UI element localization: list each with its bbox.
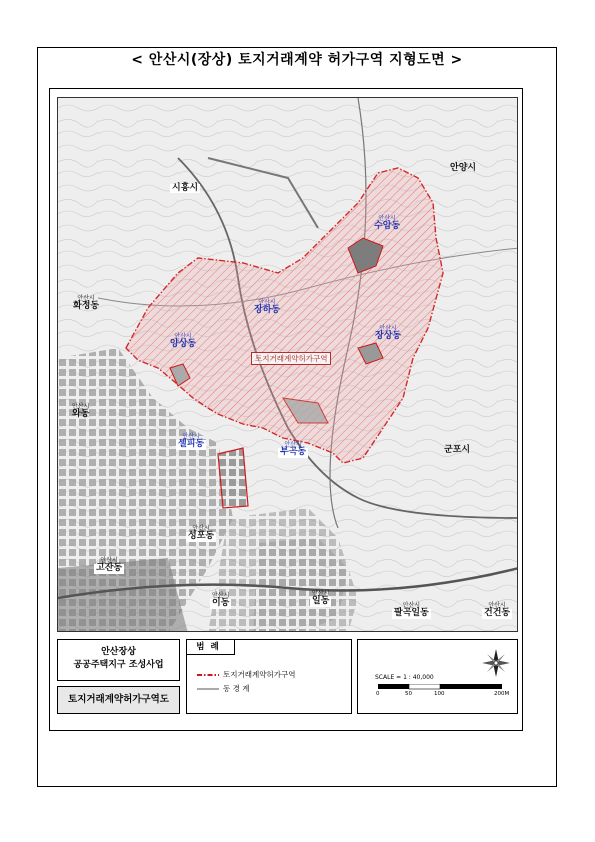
scale-box bbox=[357, 639, 518, 714]
page-title: < 안산시(장상) 토지거래계약 허가구역 지형도면 > bbox=[131, 52, 463, 68]
topographic-map bbox=[57, 97, 518, 632]
project-description: 공공주택지구 조성사업 bbox=[73, 660, 164, 670]
legend-header: 범례 bbox=[187, 640, 235, 655]
place-label: 안산시 고잔동 bbox=[96, 557, 123, 574]
place-label: 안산시 일동 bbox=[312, 590, 330, 607]
scale-tick-label: 200M bbox=[494, 691, 510, 697]
scale-tick-label: 0 bbox=[376, 691, 380, 697]
scale-ratio: SCALE = 1 : 40,000 bbox=[375, 674, 434, 681]
scale-bar bbox=[378, 684, 503, 690]
project-name: 안산장상 bbox=[101, 647, 136, 657]
place-label: 안양시 bbox=[450, 163, 477, 173]
place-label: 안산시 장하동 bbox=[254, 299, 281, 316]
place-label: 안산시 성포동 bbox=[188, 525, 215, 542]
legend-item-label: 동 경 계 bbox=[223, 684, 250, 693]
place-label: 안산시 와동 bbox=[72, 403, 90, 420]
map-name-box: 토지거래계약허가구역도 bbox=[57, 686, 180, 714]
place-label: 안산시 팔곡일동 bbox=[394, 602, 429, 619]
map-graphic bbox=[58, 98, 518, 632]
place-label: 시흥시 bbox=[172, 183, 199, 193]
place-label: 안산시 부곡동 bbox=[280, 441, 307, 458]
place-label: 안산시 화정동 bbox=[73, 295, 100, 312]
legend-box bbox=[186, 639, 352, 714]
dash-dot-line-icon bbox=[197, 671, 219, 679]
scale-tick-label: 50 bbox=[405, 691, 412, 697]
place-label: 안산시 셀피동 bbox=[178, 433, 205, 450]
project-info-box bbox=[57, 639, 180, 681]
place-label: 안산시 양상동 bbox=[170, 333, 197, 350]
legend-item-label: 토지거래계약허가구역 bbox=[223, 670, 296, 679]
place-label: 안산시 이동 bbox=[212, 592, 230, 609]
place-label: 안산시 장상동 bbox=[375, 325, 402, 342]
place-label: 군포시 bbox=[444, 445, 471, 455]
place-label: 안산시 수암동 bbox=[374, 215, 401, 232]
zone-label: 토지거래계약허가구역 bbox=[251, 352, 331, 365]
place-label: 안산시 건건동 bbox=[484, 602, 511, 619]
solid-line-icon bbox=[197, 685, 219, 693]
north-arrow-icon bbox=[481, 648, 511, 678]
scale-tick-label: 100 bbox=[434, 691, 445, 697]
